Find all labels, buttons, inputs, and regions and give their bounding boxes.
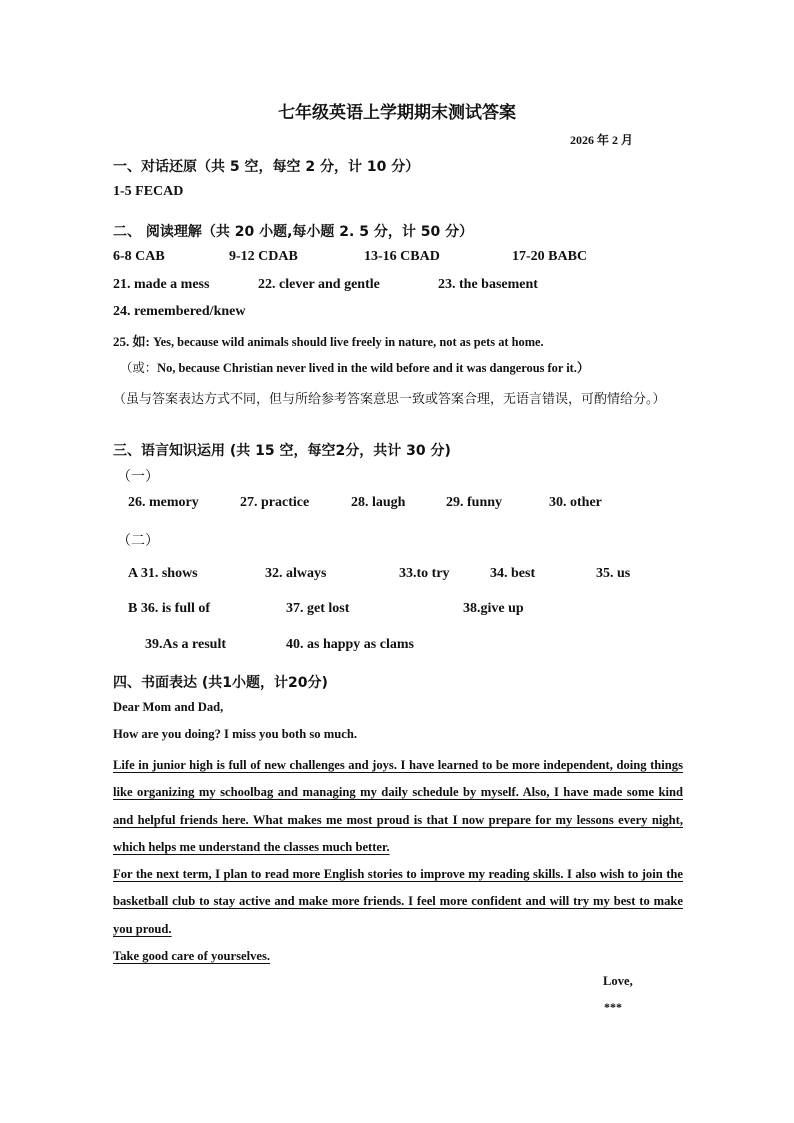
letter-paragraph-2: For the next term, I plan to read more English stories to improve my reading skills. I also wish to join the basketball club to stay active and make more friends. I feel more confident and will try my best to make you proud. xyxy=(113,867,683,936)
answer-29: 29. funny xyxy=(446,495,503,510)
letter-paragraph-1: Life in junior high is full of new challenges and joys. I have learned to be more independent, doing things like organizing my schoolbag and managing my daily schedule by myself. Also, I have made some kind and helpful friends here. What makes me most proud is that I now prepare for my lessons every night, which helps me understand the classes much better. xyxy=(113,758,683,854)
answer-group: 13-16 CBAD xyxy=(364,249,440,264)
letter-greeting: Dear Mom and Dad, xyxy=(113,700,224,714)
answer-38: 38.give up xyxy=(463,601,524,616)
answer-34: 34. best xyxy=(490,566,536,581)
answer-25 xyxy=(113,331,544,350)
scoring-note xyxy=(113,385,683,413)
letter-opening: How are you doing? I miss you both so much. xyxy=(113,727,357,741)
answer-24: 24. remembered/knew xyxy=(113,304,246,319)
part-2-label: （二） xyxy=(117,533,159,549)
alt-text: No, because Christian never lived in the wild before and it was dangerous for it.） xyxy=(157,361,590,375)
answer-21: 21. made a mess xyxy=(113,277,210,292)
alt-open: （或： xyxy=(120,360,158,375)
letter-closing: Take good care of yourselves. xyxy=(113,949,271,964)
answer-group: 17-20 BABC xyxy=(512,249,588,264)
answer-25-prefix: 25. 如: xyxy=(113,334,150,349)
letter-signoff: Love, xyxy=(603,974,633,988)
section-3-heading: 三、语言知识运用 (共 15 空，每空2分，共计 30 分) xyxy=(113,443,451,459)
section-1-heading: 一、对话还原（共 5 空，每空 2 分，计 10 分） xyxy=(113,159,420,175)
answer-23: 23. the basement xyxy=(438,277,538,292)
answer-group: 9-12 CDAB xyxy=(229,249,298,264)
answer-36: B 36. is full of xyxy=(128,601,211,616)
letter-signature: *** xyxy=(604,1000,622,1014)
answer-26: 26. memory xyxy=(128,495,199,510)
answer-28: 28. laugh xyxy=(351,495,406,510)
answer-33: 33.to try xyxy=(399,566,450,581)
answer-35: 35. us xyxy=(596,566,631,581)
answer-39: 39.As a result xyxy=(145,637,227,652)
answer-40: 40. as happy as clams xyxy=(286,637,414,652)
exam-date: 2026 年 2 月 xyxy=(570,133,634,147)
answer-22: 22. clever and gentle xyxy=(258,277,380,292)
section-2-heading: 二、 阅读理解（共 20 小题,每小题 2. 5 分，计 50 分） xyxy=(113,224,474,240)
part-1-label: （一） xyxy=(117,469,159,485)
answer-31: A 31. shows xyxy=(128,566,198,581)
letter-body xyxy=(113,752,683,970)
section-1-answer: 1-5 FECAD xyxy=(113,184,184,199)
answer-group: 6-8 CAB xyxy=(113,249,165,264)
page-title: 七年级英语上学期期末测试答案 xyxy=(278,103,516,123)
answer-25-alternative xyxy=(120,358,589,376)
answer-27: 27. practice xyxy=(240,495,310,510)
answer-30: 30. other xyxy=(549,495,602,510)
answer-25-text: Yes, because wild animals should live freely in nature, not as pets at home. xyxy=(153,335,544,349)
answer-32: 32. always xyxy=(265,566,327,581)
answer-37: 37. get lost xyxy=(286,601,350,616)
section-4-heading: 四、书面表达 (共1小题，计20分) xyxy=(113,675,328,691)
scoring-note-text: （虽与答案表达方式不同，但与所给参考答案意思一致或答案合理，无语言错误，可酌情给分。） xyxy=(113,392,666,407)
